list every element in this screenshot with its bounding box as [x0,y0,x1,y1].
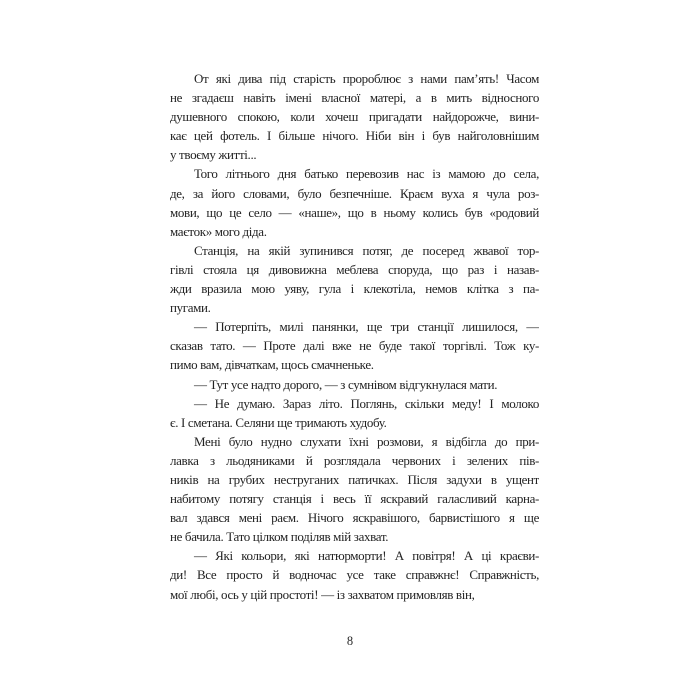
text-line: є. І сметана. Селяни ще тримають худобу. [170,414,387,430]
text-line: маєток» мого діда. [170,223,267,239]
text-line: мої любі, ось у цій простоті! — із захватом примовляв він, [170,586,475,602]
text-line: — Які кольори, які натюрморти! А повітря! А ці краєви- [194,548,539,564]
paragraph [170,164,539,240]
text-line: не бачила. Тато цілком поділяв мій захват. [170,529,389,545]
text-line: От які дива під старість пророблює з нами пам’ять! Часом [194,71,539,86]
text-line: пугами. [170,300,211,316]
paragraph [170,546,539,603]
paragraph [170,317,539,374]
paragraph [170,69,539,164]
text-line: Станція, на якій зупинився потяг, де посеред жвавої тор- [194,242,539,258]
text-line: ників на грубих неструганих патичках. Після задухи в ущент [170,471,539,487]
text-line: — Потерпіть, милі панянки, ще три станції лишилося, — [194,319,539,335]
paragraph [170,375,539,394]
paragraph [170,241,539,317]
page-text [170,69,539,604]
text-line: гівлі стояла ця дивовижна меблева споруда, що раз і назав- [170,261,539,277]
text-line: у твоєму житті... [170,147,257,163]
text-line: кає цей фотель. І більше нічого. Ніби він і був найголовнішим [170,128,539,144]
paragraph [170,432,539,547]
text-line: не згадаєш навіть імені власної матері, а в мить відносного [170,90,539,106]
text-line: — Не думаю. Зараз літо. Поглянь, скільки меду! І молоко [194,395,539,411]
text-line: — Тут усе надто дорого, — з сумнівом відгукнулася мати. [194,376,498,392]
paragraph [170,394,539,432]
text-line: лавка з льодяниками й розглядала червоних і зелених пів- [170,452,539,468]
text-line: пимо вам, дівчаткам, щось смачненьке. [170,357,374,373]
text-line: вал здався мені раєм. Нічого яскравішого, барвистішого я ще [170,510,539,526]
text-line: жди вразила мою уяву, гула і клекотіла, немов клітка з па- [170,281,539,297]
text-line: набитому потягу станція і весь її яскравий галасливий карна- [170,491,539,507]
text-line: ди! Все просто й водночас усе таке справжнє! Справжність, [170,567,539,583]
page-number: 8 [346,634,354,648]
text-line: мови, що це село — «наше», що в ньому колись був «родовий [170,204,539,220]
text-line: де, за його словами, було безпечніше. Краєм вуха я чула роз- [170,185,539,201]
text-line: Того літнього дня батько перевозив нас із мамою до села, [194,166,539,182]
text-line: душевного спокою, коли хочеш пригадати найдорожче, вини- [170,109,539,125]
text-line: сказав тато. — Проте далі вже не буде такої торгівлі. Тож ку- [170,338,539,354]
text-line: Мені було нудно слухати їхні розмови, я відбігла до при- [194,433,539,449]
